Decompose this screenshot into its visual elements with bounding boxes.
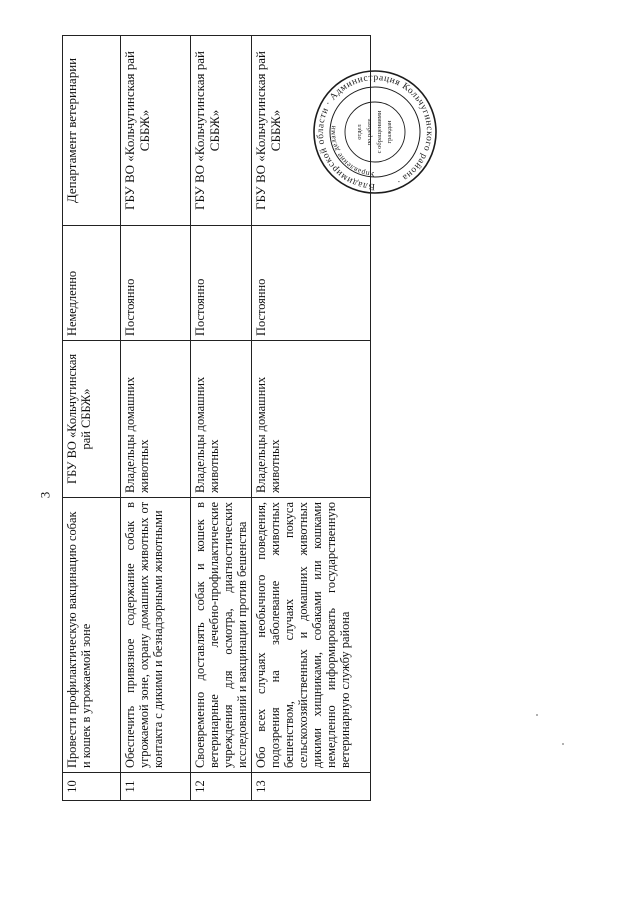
responsible-cell: ГБУ ВО «Кольчугинская рай СББЖ»	[191, 36, 252, 226]
seal-center-line: по работе	[366, 118, 373, 146]
responsible-cell: Департамент ветеринарии	[63, 36, 121, 226]
page-number: 3	[37, 491, 53, 499]
seal-inner-text: Управление делами	[327, 124, 376, 180]
seal-center-line: отдел	[356, 124, 363, 140]
executor-cell: Владельцы домашних животных	[252, 341, 371, 498]
table-row	[63, 36, 121, 801]
deadline-cell: Постоянно	[121, 226, 191, 341]
official-seal-stamp	[311, 68, 439, 196]
measure-cell: Обо всех случаях необычного поведения, подозрения на заболевание животных бешенством, случаях покуса сельскохозяйственных и домашних животных дикими хищниками, собаками или кошками немедленно информировать государственную ветеринарную службу района	[252, 498, 371, 773]
executor-cell: Владельцы домашних животных	[121, 341, 191, 498]
measure-cell: Провести профилактическую вакцинацию собак и кошек в угрожаемой зоне	[63, 498, 121, 773]
seal-center-line: с обращениями	[376, 110, 383, 154]
responsible-cell: ГБУ ВО «Кольчугинская рай СББЖ»	[121, 36, 191, 226]
deadline-cell: Постоянно	[191, 226, 252, 341]
row-number: 12	[191, 773, 252, 801]
table-row	[191, 36, 252, 801]
row-number: 10	[63, 773, 121, 801]
executor-cell: Владельцы домашних животных	[191, 341, 252, 498]
scan-speck	[562, 743, 564, 745]
measure-cell: Обеспечить привязное содержание собак в угрожаемой зоне, охрану домашних животных от контакта с дикими и безнадзорными животными	[121, 498, 191, 773]
scan-speck	[536, 714, 538, 716]
deadline-cell: Постоянно	[252, 226, 371, 341]
executor-cell: ГБУ ВО «Кольчугинская рай СББЖ»	[63, 341, 121, 498]
deadline-cell: Немедленно	[63, 226, 121, 341]
seal-outer-text: Владимирской области · Администрация Кольчугинского района ·	[315, 72, 435, 192]
row-number: 13	[252, 773, 371, 801]
seal-center-line: граждан	[386, 120, 393, 144]
responsible-cell: ГБУ ВО «Кольчугинская рай СББЖ»	[252, 36, 371, 226]
row-number: 11	[121, 773, 191, 801]
table-row	[121, 36, 191, 801]
measure-cell: Своевременно доставлять собак и кошек в ветеринарные лечебно-профилактические учреждения для осмотра, диагностических исследований и вакцинации против бешенства	[191, 498, 252, 773]
